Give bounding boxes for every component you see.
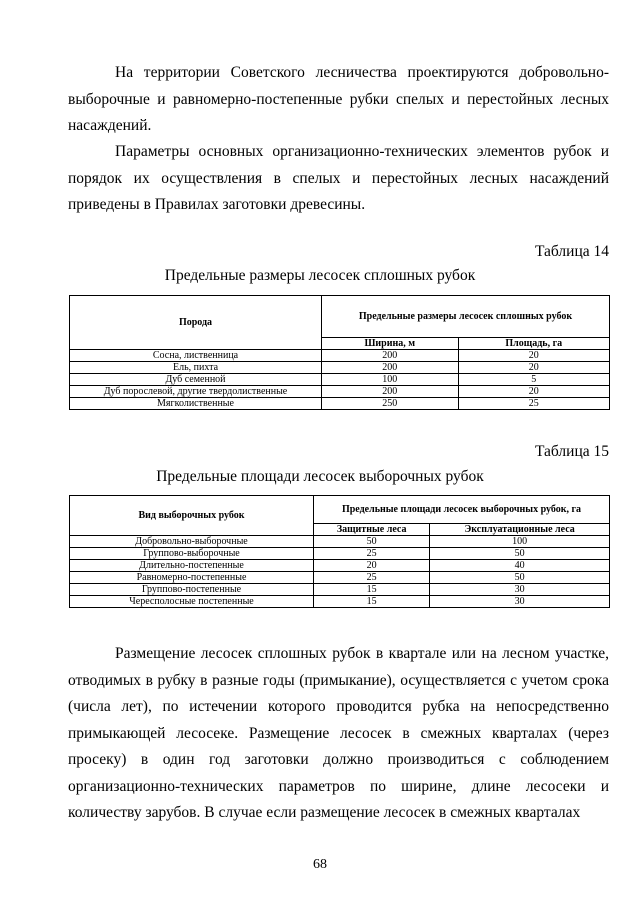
table-row xyxy=(70,572,610,584)
table-cell: 30 xyxy=(430,584,610,596)
table-row xyxy=(70,350,610,362)
table-cell: Добровольно-выборочные xyxy=(70,536,314,548)
table-14-col-header-species: Порода xyxy=(70,296,322,350)
table-14-title: Предельные размеры лесосек сплошных рубок xyxy=(164,267,476,284)
table-cell: 50 xyxy=(430,548,610,560)
table-15 xyxy=(69,495,610,608)
table-cell: Группово-выборочные xyxy=(70,548,314,560)
closing-paragraph: Размещение лесосек сплошных рубок в квартале или на лесном участке, отводимых в рубку в разные годы (примыкание), осуществляется с учетом срока (числа лет), по истечении которого проводится рубка на непосредственно примыкающей лесосеке. Размещение лесосек в смежных кварталах (через просеку) в один год заготовки должно производиться с соблюдением организационно-технических параметров по ширине, длине лесосеки и количеству зарубов. В случае если размещение лесосек в смежных кварталах xyxy=(68,645,609,821)
table-cell: Группово-постепенные xyxy=(70,584,314,596)
table-cell: 200 xyxy=(322,386,459,398)
table-cell: 20 xyxy=(314,560,430,572)
table-cell: Длительно-постепенные xyxy=(70,560,314,572)
table-cell: Дуб порослевой, другие твердолиственные xyxy=(70,386,322,398)
table-cell: 15 xyxy=(314,584,430,596)
table-cell: 50 xyxy=(314,536,430,548)
table-cell: 250 xyxy=(322,398,459,410)
table-cell: 200 xyxy=(322,350,459,362)
table-row xyxy=(70,362,610,374)
table-15-title: Предельные площади лесосек выборочных рубок xyxy=(156,468,484,485)
table-14-group-header: Предельные размеры лесосек сплошных рубок xyxy=(322,296,610,338)
table-15-number: Таблица 15 xyxy=(534,443,609,460)
table-15-group-header: Предельные площади лесосек выборочных рубок, га xyxy=(314,496,610,524)
table-cell: Чересполосные постепенные xyxy=(70,596,314,608)
table-15-subheader-operational: Эксплуатационные леса xyxy=(430,524,610,536)
table-cell: Сосна, лиственница xyxy=(70,350,322,362)
table-14-subheader-width: Ширина, м xyxy=(322,338,459,350)
table-cell: 15 xyxy=(314,596,430,608)
table-cell: 5 xyxy=(458,374,609,386)
table-row xyxy=(70,596,610,608)
page-number: 68 xyxy=(313,857,327,872)
table-row xyxy=(70,398,610,410)
table-row xyxy=(70,536,610,548)
table-cell: 20 xyxy=(458,362,609,374)
table-row xyxy=(70,374,610,386)
table-row xyxy=(70,560,610,572)
table-row xyxy=(70,386,610,398)
intro-paragraph-2: Параметры основных организационно-технических элементов рубок и порядок их осуществления в спелых и перестойных лесных насаждений приведены в Правилах заготовки древесины. xyxy=(68,143,609,213)
table-cell: 40 xyxy=(430,560,610,572)
intro-paragraph-1: На территории Советского лесничества проектируются добровольно-выборочные и равномерно-постепенные рубки спелых и перестойных лесных насаждений. xyxy=(68,64,609,134)
table-cell: Ель, пихта xyxy=(70,362,322,374)
table-15-subheader-protective: Защитные леса xyxy=(314,524,430,536)
table-cell: 25 xyxy=(458,398,609,410)
table-cell: 50 xyxy=(430,572,610,584)
table-14-number: Таблица 14 xyxy=(534,243,609,260)
table-cell: Равномерно-постепенные xyxy=(70,572,314,584)
table-cell: 25 xyxy=(314,548,430,560)
table-cell: Мягколиственные xyxy=(70,398,322,410)
table-cell: 100 xyxy=(430,536,610,548)
table-row xyxy=(70,548,610,560)
table-row xyxy=(70,584,610,596)
table-14-subheader-area: Площадь, га xyxy=(458,338,609,350)
table-15-col-header-type: Вид выборочных рубок xyxy=(70,496,314,536)
table-cell: 20 xyxy=(458,386,609,398)
table-cell: Дуб семенной xyxy=(70,374,322,386)
table-cell: 200 xyxy=(322,362,459,374)
table-cell: 30 xyxy=(430,596,610,608)
table-cell: 20 xyxy=(458,350,609,362)
table-cell: 100 xyxy=(322,374,459,386)
table-14 xyxy=(69,295,610,410)
table-cell: 25 xyxy=(314,572,430,584)
